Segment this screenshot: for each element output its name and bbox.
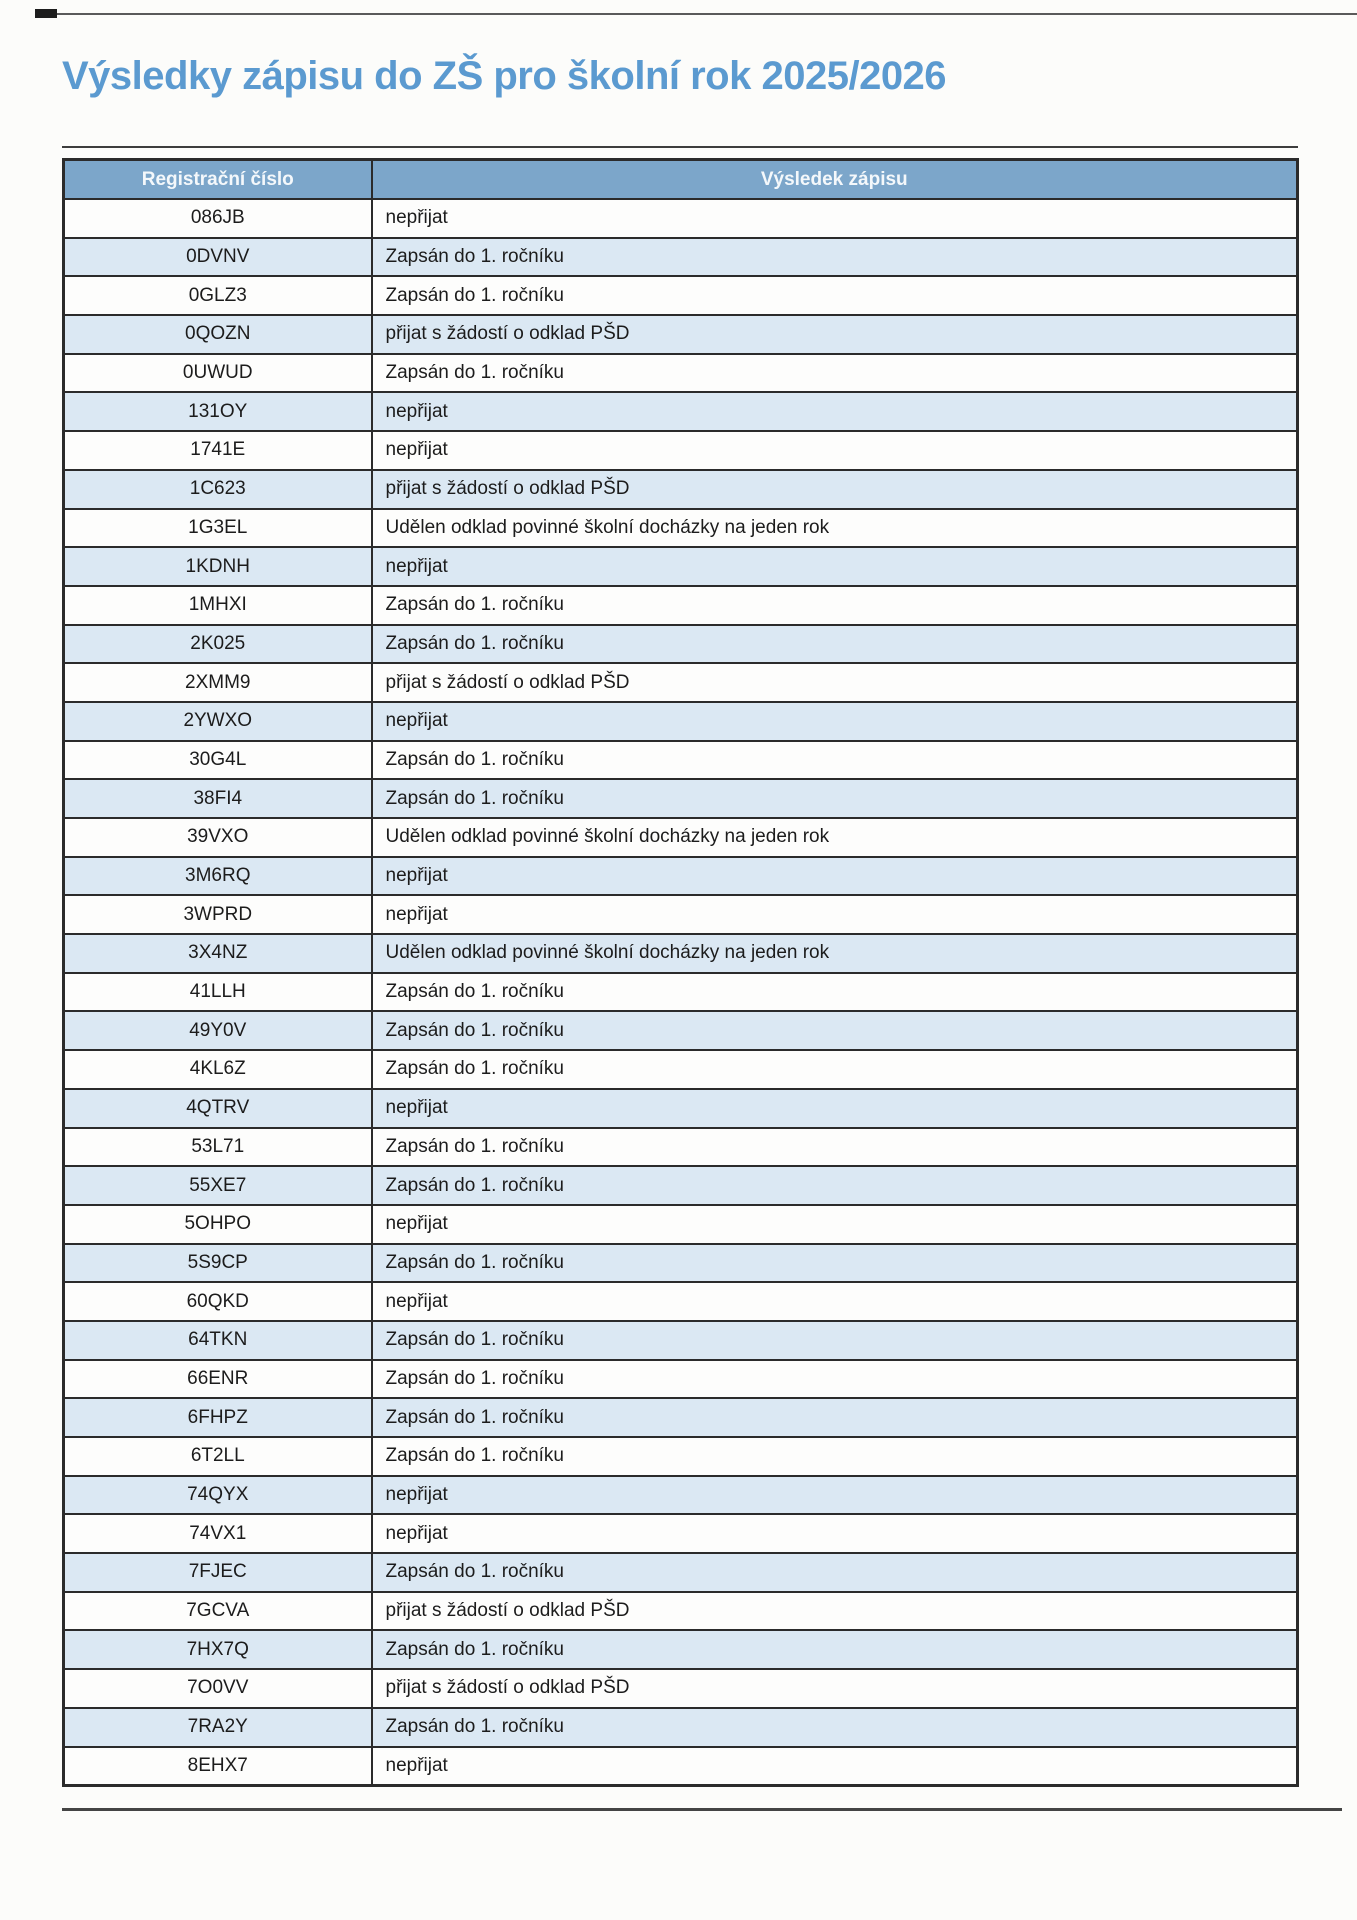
result-cell: přijat s žádostí o odklad PŠD [372, 663, 1298, 702]
registration-number-cell: 60QKD [64, 1282, 372, 1321]
result-cell: Zapsán do 1. ročníku [372, 625, 1298, 664]
result-cell: nepřijat [372, 392, 1298, 431]
table-row [64, 1592, 1298, 1631]
table-row [64, 586, 1298, 625]
registration-number-cell: 1C623 [64, 470, 372, 509]
table-row [64, 354, 1298, 393]
result-cell: Zapsán do 1. ročníku [372, 1128, 1298, 1167]
registration-number-cell: 0QOZN [64, 315, 372, 354]
result-cell: Udělen odklad povinné školní docházky na jeden rok [372, 818, 1298, 857]
registration-number-cell: 7GCVA [64, 1592, 372, 1631]
registration-number-cell: 131OY [64, 392, 372, 431]
registration-number-cell: 0UWUD [64, 354, 372, 393]
table-row [64, 1553, 1298, 1592]
registration-number-cell: 4QTRV [64, 1089, 372, 1128]
table-row [64, 238, 1298, 277]
table-row [64, 470, 1298, 509]
column-header-result: Výsledek zápisu [372, 160, 1298, 200]
result-cell: nepřijat [372, 547, 1298, 586]
registration-number-cell: 5OHPO [64, 1205, 372, 1244]
registration-number-cell: 6T2LL [64, 1437, 372, 1476]
registration-number-cell: 3WPRD [64, 895, 372, 934]
registration-number-cell: 49Y0V [64, 1011, 372, 1050]
table-row [64, 1089, 1298, 1128]
result-cell: nepřijat [372, 857, 1298, 896]
table-row [64, 1669, 1298, 1708]
registration-number-cell: 5S9CP [64, 1244, 372, 1283]
result-cell: Zapsán do 1. ročníku [372, 1437, 1298, 1476]
registration-number-cell: 0GLZ3 [64, 276, 372, 315]
registration-number-cell: 086JB [64, 199, 372, 238]
registration-number-cell: 4KL6Z [64, 1050, 372, 1089]
result-cell: nepřijat [372, 1514, 1298, 1553]
result-cell: přijat s žádostí o odklad PŠD [372, 315, 1298, 354]
table-row [64, 779, 1298, 818]
registration-number-cell: 7HX7Q [64, 1630, 372, 1669]
results-table [62, 158, 1299, 1787]
column-header-registration-number: Registrační číslo [64, 160, 372, 200]
registration-number-cell: 8EHX7 [64, 1747, 372, 1786]
registration-number-cell: 66ENR [64, 1360, 372, 1399]
registration-number-cell: 55XE7 [64, 1166, 372, 1205]
table-row [64, 934, 1298, 973]
registration-number-cell: 1MHXI [64, 586, 372, 625]
registration-number-cell: 7O0VV [64, 1669, 372, 1708]
table-row [64, 392, 1298, 431]
registration-number-cell: 2XMM9 [64, 663, 372, 702]
table-row [64, 1011, 1298, 1050]
result-cell: Zapsán do 1. ročníku [372, 973, 1298, 1012]
table-row [64, 857, 1298, 896]
table-row [64, 1166, 1298, 1205]
result-cell: Zapsán do 1. ročníku [372, 1630, 1298, 1669]
result-cell: Zapsán do 1. ročníku [372, 1244, 1298, 1283]
table-row [64, 702, 1298, 741]
result-cell: nepřijat [372, 431, 1298, 470]
table-row [64, 1708, 1298, 1747]
result-cell: přijat s žádostí o odklad PŠD [372, 1669, 1298, 1708]
result-cell: nepřijat [372, 199, 1298, 238]
registration-number-cell: 1G3EL [64, 509, 372, 548]
result-cell: Zapsán do 1. ročníku [372, 1321, 1298, 1360]
result-cell: nepřijat [372, 1747, 1298, 1786]
result-cell: Zapsán do 1. ročníku [372, 1553, 1298, 1592]
registration-number-cell: 64TKN [64, 1321, 372, 1360]
scan-artifact-notch [35, 9, 57, 18]
page-title: Výsledky zápisu do ZŠ pro školní rok 2025/2026 [62, 54, 947, 98]
registration-number-cell: 38FI4 [64, 779, 372, 818]
result-cell: přijat s žádostí o odklad PŠD [372, 470, 1298, 509]
table-row [64, 315, 1298, 354]
registration-number-cell: 30G4L [64, 741, 372, 780]
table-row [64, 1630, 1298, 1669]
table-row [64, 1321, 1298, 1360]
table-row [64, 509, 1298, 548]
result-cell: nepřijat [372, 1476, 1298, 1515]
results-table-body [64, 199, 1298, 1786]
result-cell: Zapsán do 1. ročníku [372, 354, 1298, 393]
result-cell: Zapsán do 1. ročníku [372, 1398, 1298, 1437]
result-cell: nepřijat [372, 1282, 1298, 1321]
table-row [64, 1205, 1298, 1244]
registration-number-cell: 7RA2Y [64, 1708, 372, 1747]
table-row [64, 741, 1298, 780]
result-cell: Zapsán do 1. ročníku [372, 1011, 1298, 1050]
title-divider [62, 146, 1298, 148]
registration-number-cell: 3X4NZ [64, 934, 372, 973]
table-row [64, 1437, 1298, 1476]
table-row [64, 973, 1298, 1012]
result-cell: Udělen odklad povinné školní docházky na jeden rok [372, 934, 1298, 973]
result-cell: Zapsán do 1. ročníku [372, 1360, 1298, 1399]
table-row [64, 1244, 1298, 1283]
table-row [64, 1050, 1298, 1089]
registration-number-cell: 74VX1 [64, 1514, 372, 1553]
result-cell: nepřijat [372, 895, 1298, 934]
table-row [64, 895, 1298, 934]
result-cell: Zapsán do 1. ročníku [372, 1050, 1298, 1089]
registration-number-cell: 0DVNV [64, 238, 372, 277]
table-row [64, 431, 1298, 470]
table-row [64, 276, 1298, 315]
registration-number-cell: 39VXO [64, 818, 372, 857]
result-cell: Zapsán do 1. ročníku [372, 238, 1298, 277]
table-row [64, 1128, 1298, 1167]
registration-number-cell: 2K025 [64, 625, 372, 664]
registration-number-cell: 41LLH [64, 973, 372, 1012]
result-cell: nepřijat [372, 1205, 1298, 1244]
table-row [64, 818, 1298, 857]
table-row [64, 1360, 1298, 1399]
result-cell: Zapsán do 1. ročníku [372, 586, 1298, 625]
registration-number-cell: 74QYX [64, 1476, 372, 1515]
result-cell: přijat s žádostí o odklad PŠD [372, 1592, 1298, 1631]
result-cell: Zapsán do 1. ročníku [372, 741, 1298, 780]
table-row [64, 1282, 1298, 1321]
registration-number-cell: 53L71 [64, 1128, 372, 1167]
result-cell: Udělen odklad povinné školní docházky na jeden rok [372, 509, 1298, 548]
registration-number-cell: 3M6RQ [64, 857, 372, 896]
table-header-row [64, 160, 1298, 200]
table-row [64, 663, 1298, 702]
footer-divider [62, 1808, 1342, 1811]
registration-number-cell: 6FHPZ [64, 1398, 372, 1437]
result-cell: Zapsán do 1. ročníku [372, 1708, 1298, 1747]
table-row [64, 547, 1298, 586]
table-row [64, 1514, 1298, 1553]
table-row [64, 625, 1298, 664]
result-cell: Zapsán do 1. ročníku [372, 779, 1298, 818]
scan-artifact-top-edge [35, 13, 1357, 15]
registration-number-cell: 1KDNH [64, 547, 372, 586]
table-row [64, 199, 1298, 238]
result-cell: Zapsán do 1. ročníku [372, 276, 1298, 315]
result-cell: nepřijat [372, 1089, 1298, 1128]
registration-number-cell: 2YWXO [64, 702, 372, 741]
registration-number-cell: 7FJEC [64, 1553, 372, 1592]
registration-number-cell: 1741E [64, 431, 372, 470]
result-cell: Zapsán do 1. ročníku [372, 1166, 1298, 1205]
table-row [64, 1398, 1298, 1437]
result-cell: nepřijat [372, 702, 1298, 741]
table-row [64, 1476, 1298, 1515]
table-row [64, 1747, 1298, 1786]
